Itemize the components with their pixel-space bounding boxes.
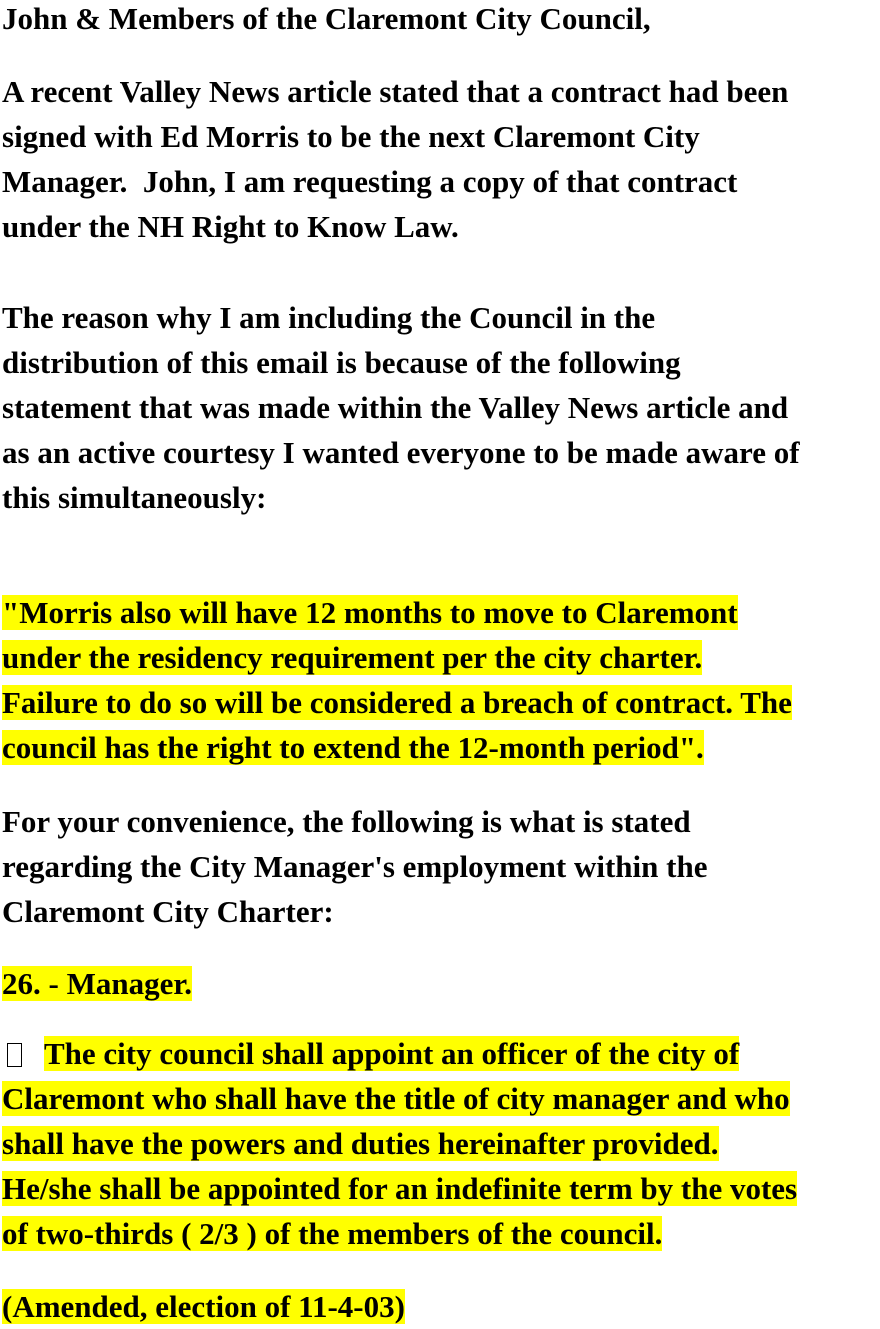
- clause-line: The city council shall appoint an officer of the city of: [44, 1036, 740, 1071]
- clause-line: shall have the powers and duties hereinafter provided.: [2, 1126, 719, 1161]
- quote-line: Failure to do so will be considered a breach of contract. The: [2, 685, 792, 720]
- clause-line: of two-thirds ( 2/3 ) of the members of the council.: [2, 1216, 663, 1251]
- salutation: [0, 0, 651, 41]
- convenience-line: regarding the City Manager's employment within the: [2, 849, 708, 884]
- request-line: signed with Ed Morris to be the next Claremont City: [2, 119, 700, 154]
- convenience-line: Claremont City Charter:: [2, 894, 334, 929]
- request-paragraph: [0, 69, 788, 249]
- clause-line: He/she shall be appointed for an indefinite term by the votes: [2, 1171, 798, 1206]
- convenience-line: For your convenience, the following is what is stated: [2, 804, 691, 839]
- reason-line: statement that was made within the Valley News article and: [2, 390, 789, 425]
- request-line: under the NH Right to Know Law.: [2, 209, 459, 244]
- request-line: A recent Valley News article stated that a contract had been: [2, 74, 789, 109]
- reason-paragraph: [0, 295, 800, 520]
- clause-line: Claremont who shall have the title of city manager and who: [2, 1081, 790, 1116]
- reason-line: distribution of this email is because of the following: [2, 345, 681, 380]
- charter-section-heading: [0, 961, 192, 1006]
- salutation-text: John & Members of the Claremont City Council,: [2, 1, 651, 36]
- charter-amendment: [0, 1284, 405, 1329]
- reason-line: as an active courtesy I wanted everyone to be made aware of: [2, 435, 800, 470]
- quote-line: under the residency requirement per the city charter.: [2, 640, 703, 675]
- quote-line: council has the right to extend the 12-month period".: [2, 730, 704, 765]
- amendment-text: (Amended, election of 11-4-03): [2, 1289, 405, 1324]
- convenience-paragraph: [0, 799, 707, 934]
- empty-box-icon: [7, 1043, 22, 1067]
- reason-line: this simultaneously:: [2, 480, 267, 515]
- reason-line: The reason why I am including the Council in the: [2, 300, 656, 335]
- charter-clause: [0, 1031, 797, 1256]
- request-line: Manager. John, I am requesting a copy of that contract: [2, 164, 738, 199]
- section-heading-text: 26. - Manager.: [2, 966, 192, 1001]
- article-quote: [0, 590, 792, 770]
- quote-line: "Morris also will have 12 months to move to Claremont: [2, 595, 738, 630]
